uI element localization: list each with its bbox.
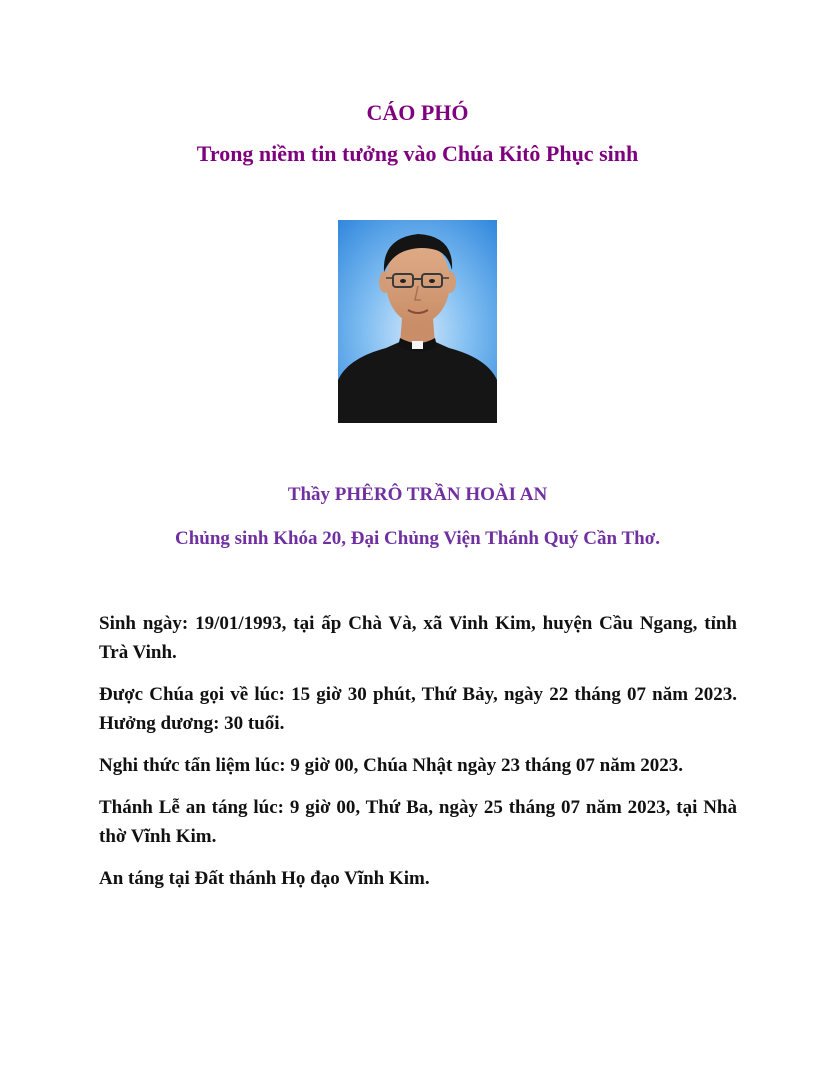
- deceased-name: Thầy PHÊRÔ TRẦN HOÀI AN: [287, 484, 548, 505]
- encoffining-info: Nghi thức tẩn liệm lúc: 9 giờ 00, Chúa Nhật ngày 23 tháng 07 năm 2023.: [99, 755, 684, 776]
- deceased-role: Chủng sinh Khóa 20, Đại Chủng Viện Thánh Quý Cần Thơ.: [174, 528, 661, 549]
- obituary-details: [99, 609, 737, 906]
- burial-info: An táng tại Đất thánh Họ đạo Vĩnh Kim.: [99, 868, 430, 889]
- birth-info: Sinh ngày: 19/01/1993, tại ấp Chà Và, xã Vinh Kim, huyện Cầu Ngang, tỉnh Trà Vinh.: [99, 613, 737, 663]
- page-title: CÁO PHÓ: [366, 100, 469, 125]
- death-info: Được Chúa gọi về lúc: 15 giờ 30 phút, Thứ Bảy, ngày 22 tháng 07 năm 2023. Hưởng dương: 30 tuổi.: [99, 684, 737, 734]
- portrait-photo: [338, 220, 497, 423]
- funeral-mass-info: Thánh Lễ an táng lúc: 9 giờ 00, Thứ Ba, ngày 25 tháng 07 năm 2023, tại Nhà thờ Vĩnh Kim.: [99, 797, 737, 847]
- page-subtitle: Trong niềm tin tưởng vào Chúa Kitô Phục sinh: [196, 141, 639, 166]
